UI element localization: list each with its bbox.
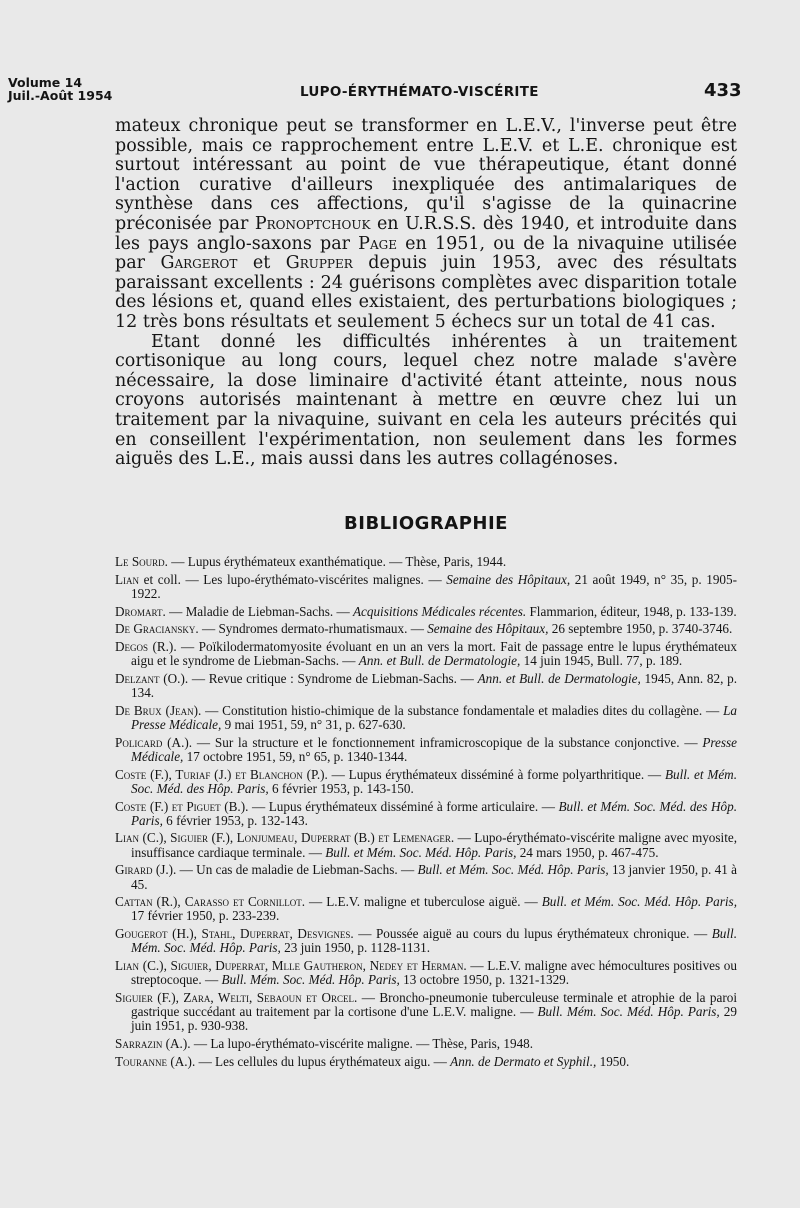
entry-authors: Lian xyxy=(115,571,140,587)
bibliography-entry xyxy=(115,704,737,732)
entry-tail: 1950. xyxy=(596,1053,630,1069)
entry-journal: Ann. de Dermato et Syphil., xyxy=(450,1053,597,1069)
entry-tail: 24 mars 1950, p. 467-475. xyxy=(516,844,659,860)
entry-text: — Un cas de maladie de Liebman-Sachs. — xyxy=(176,862,418,878)
entry-authors: De Brux (Jean). xyxy=(115,702,202,718)
entry-journal: Semaine des Hôpitaux, xyxy=(427,621,549,637)
entry-text: — Lupus érythémateux disséminé à forme articulaire. — xyxy=(248,798,559,814)
entry-text: — Sur la structure et le fonctionnement inframicroscopique de la substance conjonctive. — xyxy=(192,734,703,750)
bibliography-heading: BIBLIOGRAPHIE xyxy=(344,513,508,534)
bibliography-entry xyxy=(115,622,737,636)
bibliography-entry xyxy=(115,736,737,764)
bibliography-entry xyxy=(115,863,737,891)
author-name: Gargerot xyxy=(160,253,238,274)
entry-authors: Cattan (R.), Carasso et Cornillot. xyxy=(115,894,306,910)
entry-text: — L.E.V. maligne avec hémocultures positives ou streptocoque. — xyxy=(131,958,737,988)
entry-journal: Ann. et Bull. de Dermatologie, xyxy=(477,670,641,686)
entry-tail: 9 mai 1951, 59, n° 31, p. 627-630. xyxy=(221,717,406,733)
entry-tail: 29 juin 1951, p. 930-938. xyxy=(131,1004,737,1034)
entry-journal: Bull. et Mém. Soc. Méd. Hôp. Paris, xyxy=(417,862,609,878)
page-number: 433 xyxy=(704,80,742,101)
entry-text: — Syndromes dermato-rhumatismaux. — xyxy=(198,621,428,637)
entry-tail: 23 juin 1950, p. 1128-1131. xyxy=(280,940,431,956)
bibliography-entry xyxy=(115,927,737,955)
entry-tail: Flammarion, éditeur, 1948, p. 133-139. xyxy=(526,603,737,619)
bibliography-entry xyxy=(115,895,737,923)
entry-tail: 14 juin 1945, Bull. 77, p. 189. xyxy=(520,653,683,669)
entry-text: — L.E.V. maligne et tuberculose aiguë. — xyxy=(305,894,542,910)
bibliography-entry xyxy=(115,1055,737,1069)
entry-text: — Revue critique : Syndrome de Liebman-Sachs. — xyxy=(188,670,478,686)
entry-journal: Bull. et Mém. Soc. Méd. Hôp. Paris, xyxy=(325,844,517,860)
entry-journal: Bull. Mém. Soc. Méd. Hôp. Paris, xyxy=(537,1004,720,1020)
bibliography-entry xyxy=(115,1037,737,1051)
entry-text: — Poïkilodermatomyosite évoluant en un an vers la mort. Fait de passage entre le lupus érythémateux aigu et le syndrome de Liebman-Sachs. — xyxy=(131,639,737,669)
bibliography-entry xyxy=(115,800,737,828)
entry-text: et coll. — Les lupo-érythémato-viscérites malignes. — xyxy=(139,571,447,587)
entry-journal: Bull. et Mém. Soc. Méd. des Hôp. Paris, xyxy=(131,798,737,828)
entry-text: — Broncho-pneumonie tuberculeuse terminale et atrophie de la paroi gastrique succédant au traitement par la cortisone d'une L.E.V. maligne. — xyxy=(131,989,738,1020)
entry-authors: Degos (R.). xyxy=(115,639,177,655)
bibliography-entry xyxy=(115,555,737,569)
entry-tail: 6 février 1953, p. 143-150. xyxy=(268,780,414,796)
entry-tail: 26 septembre 1950, p. 3740-3746. xyxy=(548,621,733,637)
author-name: Grupper xyxy=(285,253,353,274)
paragraph-1: mateux chronique peut se transformer en L.E.V., l'inverse peut être possible, mais ce rapprochement entre L.E.V. et L.E. chronique est surtout intéressant au point de vue thérapeutique, étant donné l'action curative d'ailleurs inexpliquée des antimalariques de synthèse dans ces affections, qu'il s'agisse de la quinacrine préconisée par Pronoptchouk en U.R.S.S. dès 1940, et introduite dans les pays anglo-saxons par Page en 1951, ou de la nivaquine utilisée par Gargerot et Grupper depuis juin 1953, avec des résultats paraissant excellents : 24 guérisons complètes avec disparition totale des lésions et, quand elles existaient, des perturbations biologiques ; 12 très bons résultats et seulement 5 échecs sur un total de 41 cas. xyxy=(115,116,737,332)
entry-authors: Lian (C.), Siguier (F.), Lonjumeau, Duperrat (B.) et Lemenager. xyxy=(115,830,455,846)
author-name: Pronoptchouk xyxy=(254,213,371,234)
entry-text: — Lupus érythémateux exanthématique. — Thèse, Paris, 1944. xyxy=(167,554,507,569)
entry-authors: Siguier (F.), Zara, Welti, Sebaoun et Orcel. xyxy=(115,989,358,1005)
entry-text: — La lupo-érythémato-viscérite maligne. — Thèse, Paris, 1948. xyxy=(190,1036,534,1052)
body-text xyxy=(115,117,737,470)
running-title: LUPO-ÉRYTHÉMATO-VISCÉRITE xyxy=(300,84,539,100)
entry-text: — Constitution histio-chimique de la substance fondamentale et maladies dites du collagène. — xyxy=(201,702,724,718)
entry-tail: 1945, Ann. 82, p. 134. xyxy=(131,670,737,701)
bibliography-entry xyxy=(115,831,737,859)
entry-text: — Poussée aiguë au cours du lupus érythémateux chronique. — xyxy=(353,926,712,942)
bibliography-entry xyxy=(115,573,737,601)
volume-label: Volume 14 xyxy=(8,75,83,90)
entry-tail: 6 février 1953, p. 132-143. xyxy=(162,812,308,828)
entry-authors: Le Sourd. xyxy=(115,554,168,569)
bibliography-list xyxy=(115,555,737,1073)
entry-tail: 13 janvier 1950, p. 41 à 45. xyxy=(131,862,737,892)
entry-journal: Acquisitions Médicales récentes. xyxy=(352,603,527,619)
entry-tail: 17 octobre 1951, 59, n° 65, p. 1340-1344. xyxy=(183,748,408,764)
entry-journal: Bull. et Mém. Soc. Méd. des Hôp. Paris, xyxy=(131,766,737,796)
volume-info xyxy=(8,76,112,102)
bibliography-entry xyxy=(115,672,737,700)
entry-authors: Touranne (A.). xyxy=(115,1053,196,1069)
entry-authors: Gougerot (H.), Stahl, Duperrat, Desvignes. xyxy=(115,926,354,942)
entry-journal: Bull. Mém. Soc. Méd. Hôp. Paris, xyxy=(131,926,737,956)
bibliography-entry xyxy=(115,640,737,668)
entry-authors: Delzant (O.). xyxy=(115,670,189,686)
bibliography-entry xyxy=(115,991,737,1034)
bibliography-entry xyxy=(115,605,737,619)
bibliography-entry xyxy=(115,959,737,987)
entry-authors: Policard (A.). xyxy=(115,734,193,750)
entry-journal: Bull. et Mém. Soc. Méd. Hôp. Paris, xyxy=(541,894,737,910)
entry-text: — Lupo-érythémato-viscérite maligne avec myosite, insuffisance cardiaque terminale. — xyxy=(131,830,738,860)
running-header xyxy=(0,76,800,106)
entry-authors: Coste (F.) et Piguet (B.). xyxy=(115,798,249,814)
entry-authors: De Graciansky. xyxy=(115,621,199,637)
entry-journal: La Presse Médicale, xyxy=(131,702,737,733)
entry-text: — Les cellules du lupus érythémateux aigu. — xyxy=(195,1053,451,1069)
entry-authors: Sarrazin (A.). xyxy=(115,1036,191,1052)
entry-authors: Dromart. xyxy=(115,603,166,619)
author-name: Page xyxy=(358,233,397,254)
entry-journal: Semaine des Hôpitaux, xyxy=(446,571,571,587)
entry-tail: 21 août 1949, n° 35, p. 1905-1922. xyxy=(131,571,738,601)
entry-tail: 17 février 1950, p. 233-239. xyxy=(131,908,280,924)
entry-text: — Maladie de Liebman-Sachs. — xyxy=(165,603,353,619)
entry-journal: Presse Médicale, xyxy=(131,734,737,764)
paragraph-2: Etant donné les difficultés inhérentes à un traitement cortisonique au long cours, lequel chez notre malade s'avère nécessaire, la dose liminaire d'activité étant atteinte, nous nous croyons autorisés maintenant à mettre en œuvre chez lui un traitement par la nivaquine, suivant en cela les auteurs précités qui en conseillent l'expérimentation, non seulement dans les formes aiguës des L.E., mais aussi dans les autres collagénoses. xyxy=(115,331,737,470)
entry-authors: Coste (F.), Turiaf (J.) et Blanchon (P.). xyxy=(115,766,328,782)
entry-journal: Ann. et Bull. de Dermatologie, xyxy=(358,653,521,669)
entry-authors: Lian (C.), Siguier, Duperrat, Mlle Gautheron, Nedey et Herman. xyxy=(115,958,467,974)
issue-label: Juil.-Août 1954 xyxy=(8,88,113,103)
entry-tail: 13 octobre 1950, p. 1321-1329. xyxy=(399,972,570,988)
entry-journal: Bull. Mém. Soc. Méd. Hôp. Paris, xyxy=(221,972,400,988)
entry-text: — Lupus érythémateux disséminé à forme polyarthritique. — xyxy=(327,766,665,782)
entry-authors: Girard (J.). xyxy=(115,862,177,878)
bibliography-entry xyxy=(115,768,737,796)
